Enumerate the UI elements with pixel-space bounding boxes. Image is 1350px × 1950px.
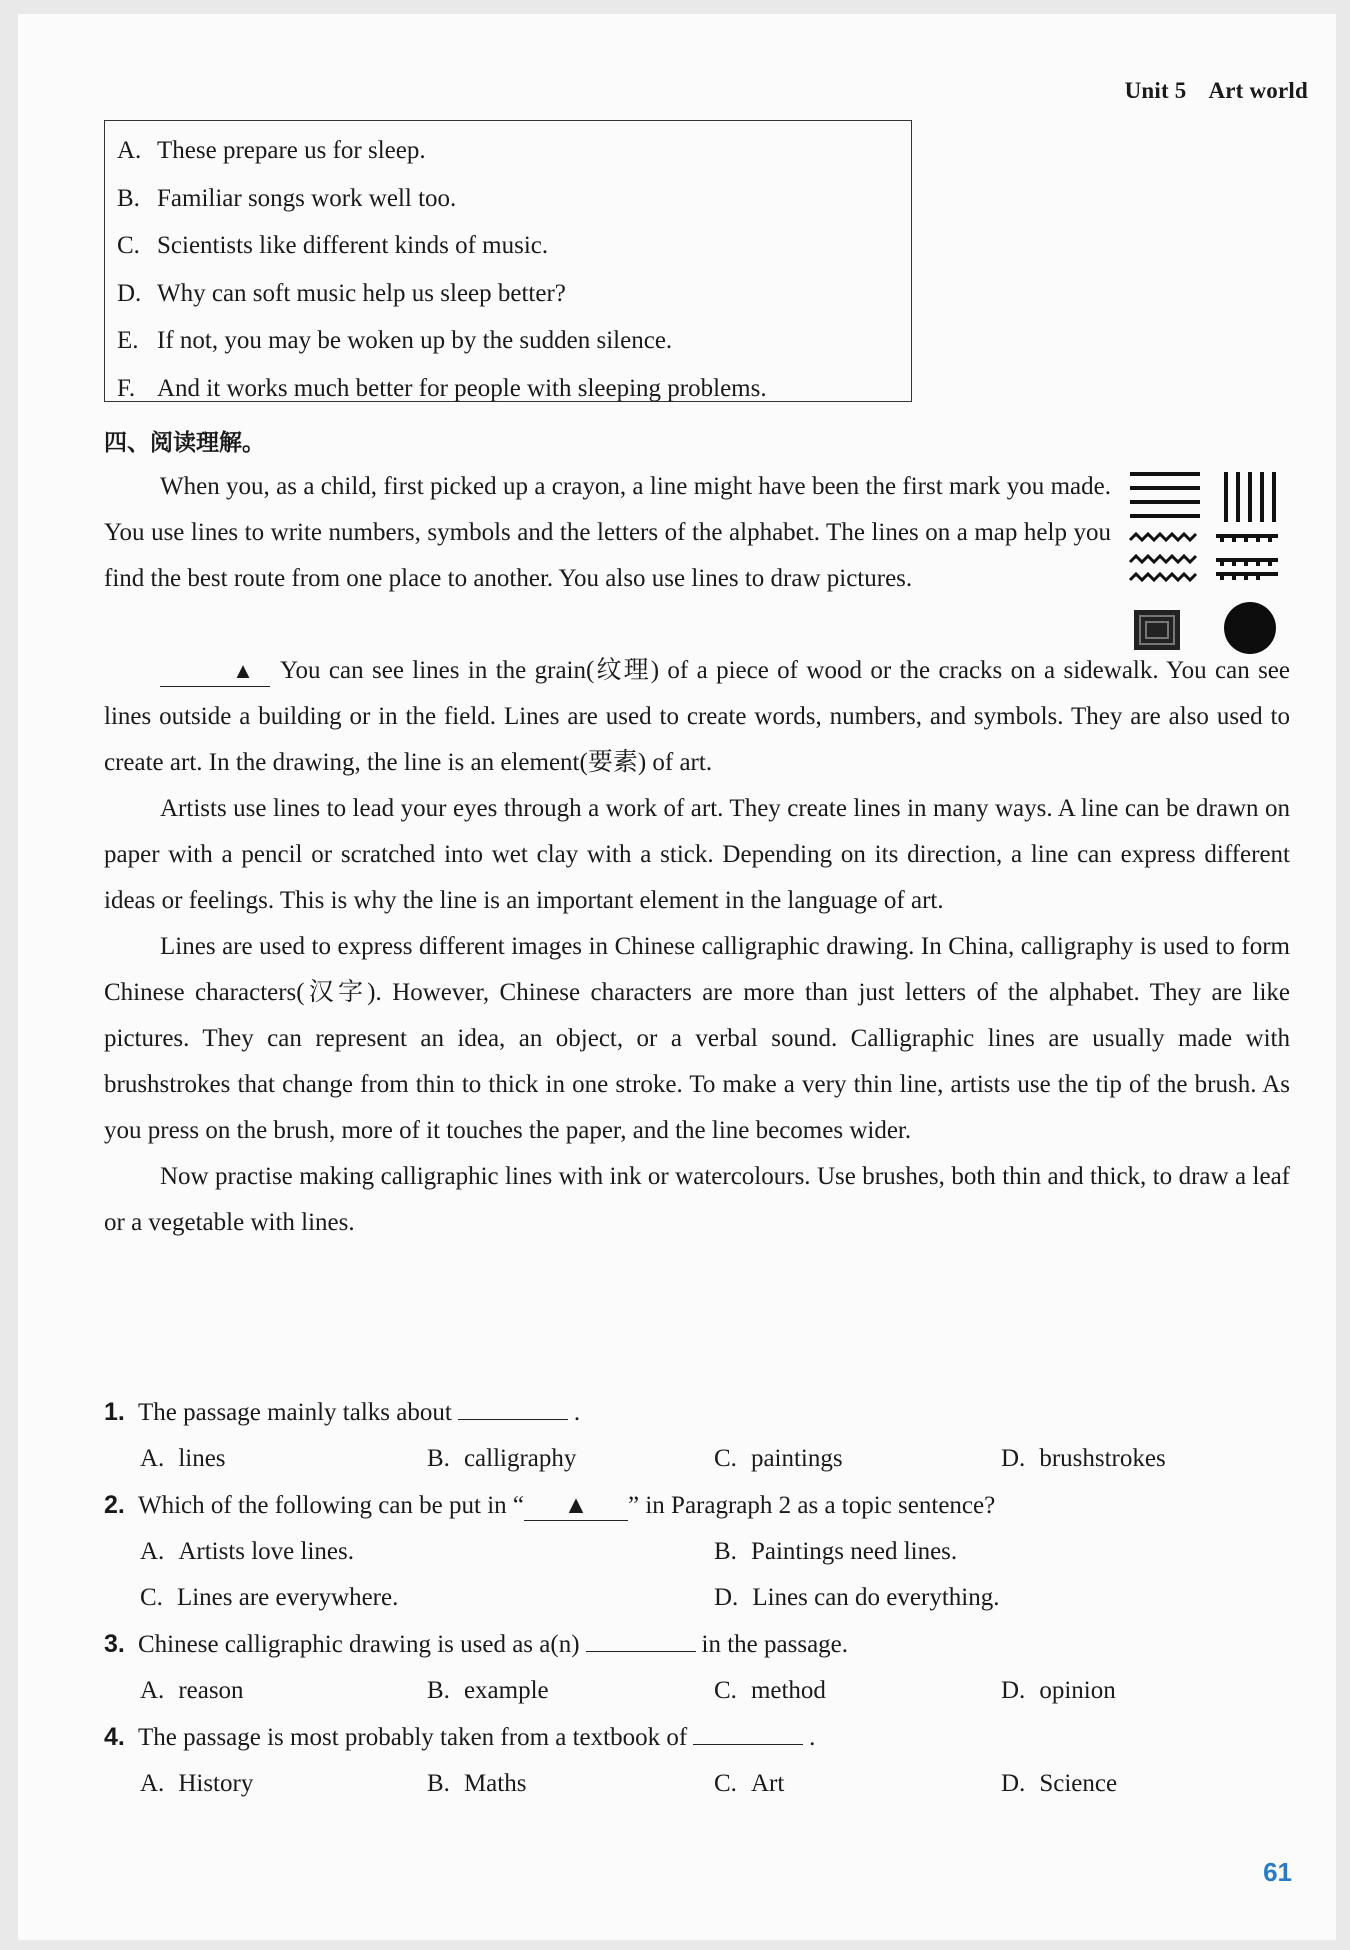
question-1-choices: [104, 1436, 1290, 1482]
option-e: E. If not, you may be woken up by the sudden silence.: [117, 327, 673, 354]
choice[interactable]: B. example: [427, 1677, 549, 1704]
question-4-choices: [104, 1761, 1290, 1807]
option-d: D. Why can soft music help us sleep better?: [117, 279, 566, 307]
answer-blank[interactable]: [586, 1631, 696, 1652]
choice[interactable]: B. Maths: [427, 1770, 527, 1797]
choice[interactable]: A. reason: [140, 1677, 244, 1704]
horizontal-lines-icon: [1130, 474, 1200, 516]
passage-paragraph-2: ▲ You can see lines in the grain(纹理) of a piece of wood or the cracks on a sidewalk. You can see lines outside a building or in the field. Lines are used to create words, numbers, and symbols. They are also used to create art. In the drawing, the line is an element(要素) of art.: [104, 657, 1290, 776]
question-2: 2. Which of the following can be put in “ ▲ ” in Paragraph 2 as a topic sentence?: [104, 1491, 996, 1519]
zigzag-lines-icon: [1130, 534, 1196, 580]
option-a: A. These prepare us for sleep.: [117, 137, 426, 164]
topic-sentence-blank: ▲: [160, 656, 270, 687]
passage-paragraphs-2-5: [104, 648, 1290, 1246]
choice[interactable]: A. lines: [140, 1445, 226, 1472]
choice[interactable]: A. Artists love lines.: [140, 1538, 354, 1565]
choice[interactable]: D. opinion: [1001, 1677, 1116, 1704]
passage-paragraph-1: When you, as a child, first picked up a crayon, a line might have been the first mark you made. You use lines to write numbers, symbols and the letters of the alphabet. The lines on a map help you find the best route from one place to another. You also use lines to draw pictures.: [104, 473, 1111, 592]
section-title: 四、阅读理解。: [104, 430, 265, 456]
choice[interactable]: D. Lines can do everything.: [714, 1584, 1000, 1611]
vertical-lines-icon: [1226, 472, 1274, 522]
question-3: 3. Chinese calligraphic drawing is used as a(n) in the passage.: [104, 1630, 849, 1658]
option-c: C. Scientists like different kinds of music.: [117, 232, 549, 259]
passage-paragraph-4: Lines are used to express different images in Chinese calligraphic drawing. In China, calligraphy is used to form Chinese characters(汉字). However, Chinese characters are more than just letters of the alphabet. They are like pictures. They can represent an idea, an object, or a verbal sound. Calligraphic lines are usually made with brushstrokes that change from thin to thick in one stroke. To make a very thin line, artists use the tip of the brush. As you press on the brush, more of it touches the paper, and the line becomes wider.: [104, 933, 1290, 1144]
option-f: F. And it works much better for people with sleeping problems.: [117, 374, 767, 402]
brush-lines-icon: [1216, 536, 1278, 580]
questions: [104, 1389, 1290, 1807]
ink-circle-icon: [1224, 602, 1276, 654]
question-4: 4. The passage is most probably taken from a textbook of .: [104, 1723, 816, 1751]
page-number: 61: [1263, 1857, 1292, 1887]
passage-paragraph-3: Artists use lines to lead your eyes through a work of art. They create lines in many ways. A line can be drawn on paper with a pencil or scratched into wet clay with a stick. Depending on its direction, a line can express different ideas or feelings. This is why the line is an important element in the language of art.: [104, 795, 1290, 914]
options-box: [104, 120, 912, 402]
question-2-choices-row-2: [104, 1575, 1290, 1621]
triangle-blank: ▲: [524, 1492, 628, 1521]
answer-blank[interactable]: [458, 1399, 568, 1420]
line-types-illustration: [1128, 470, 1288, 660]
choice[interactable]: C. Art: [714, 1770, 785, 1797]
choice[interactable]: C. Lines are everywhere.: [140, 1584, 399, 1611]
choice[interactable]: A. History: [140, 1770, 254, 1797]
question-1: 1. The passage mainly talks about .: [104, 1398, 581, 1426]
choice[interactable]: B. calligraphy: [427, 1445, 577, 1472]
page-header: [1125, 78, 1308, 104]
question-2-choices-row-1: [104, 1529, 1290, 1575]
answer-blank[interactable]: [693, 1724, 803, 1745]
question-3-choices: [104, 1668, 1290, 1714]
passage-paragraph-5: Now practise making calligraphic lines with ink or watercolours. Use brushes, both thin and thick, to draw a leaf or a vegetable with lines.: [104, 1163, 1290, 1236]
choice[interactable]: D. Science: [1001, 1770, 1118, 1797]
choice[interactable]: D. brushstrokes: [1001, 1445, 1166, 1472]
choice[interactable]: B. Paintings need lines.: [714, 1538, 958, 1565]
square-spiral-icon: [1134, 610, 1180, 650]
choice[interactable]: C. method: [714, 1677, 826, 1704]
choice[interactable]: C. paintings: [714, 1445, 843, 1472]
unit-label: Unit 5: [1124, 78, 1187, 103]
option-b: B. Familiar songs work well too.: [117, 184, 457, 212]
unit-title: Art world: [1208, 78, 1308, 103]
